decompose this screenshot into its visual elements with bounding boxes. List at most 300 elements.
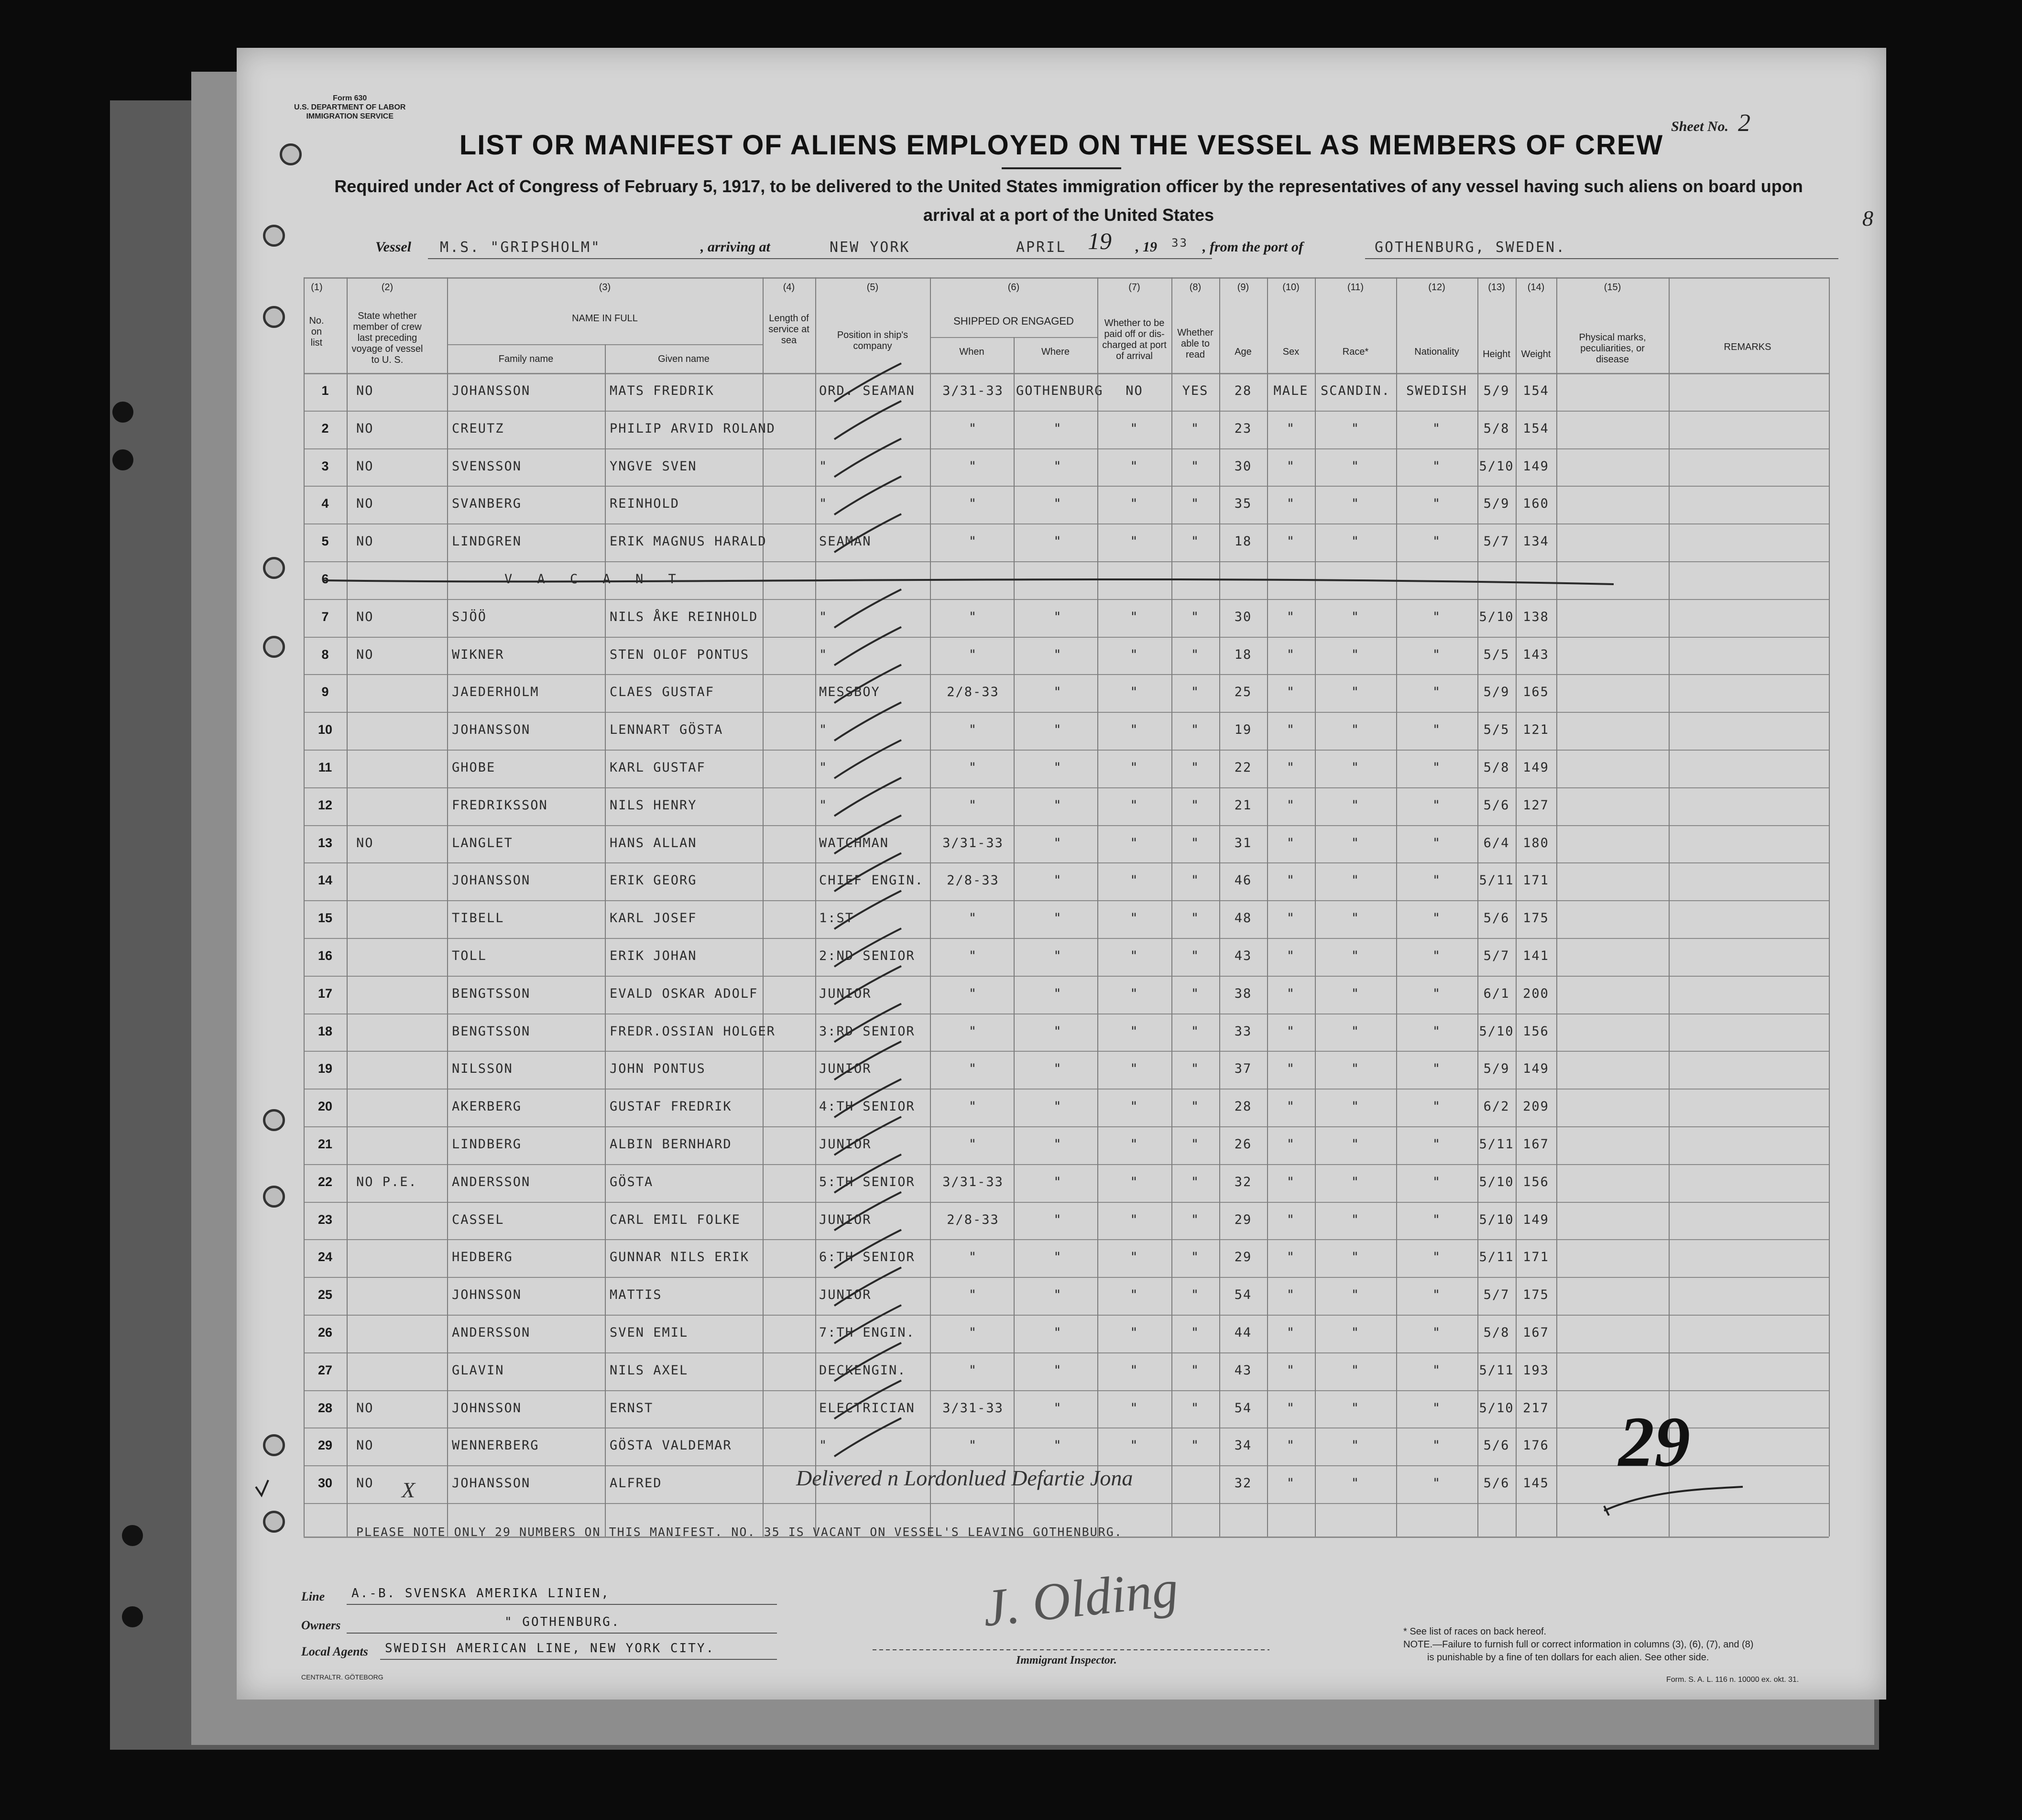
cell-where: "	[1053, 1137, 1062, 1152]
cell-height: 5/8	[1483, 1325, 1510, 1340]
form-number: Form 630	[333, 94, 367, 102]
cell-read: "	[1191, 1212, 1200, 1227]
cell-nationality: "	[1432, 1174, 1442, 1189]
cell-read: "	[1191, 948, 1200, 963]
check-stroke	[834, 1041, 901, 1079]
check-stroke	[834, 891, 901, 929]
cell-weight: 149	[1523, 1061, 1549, 1077]
cell-age: 31	[1234, 835, 1252, 850]
cell-nationality: "	[1432, 1362, 1442, 1378]
cell-age: 30	[1234, 458, 1252, 474]
cell-nationality: "	[1432, 873, 1442, 888]
cell-read: "	[1191, 1400, 1200, 1416]
cell-race: "	[1351, 873, 1360, 888]
cell-family: WIKNER	[452, 647, 504, 662]
cell-family: FREDRIKSSON	[452, 797, 548, 813]
cell-position: 1:ST	[819, 911, 854, 926]
cell-age: 54	[1234, 1400, 1252, 1416]
cell-read: "	[1191, 421, 1200, 436]
cell-where: "	[1053, 1438, 1062, 1453]
cell-where: "	[1053, 534, 1062, 549]
check-stroke	[834, 363, 901, 402]
typed-note: PLEASE NOTE ONLY 29 NUMBERS ON THIS MANIFEST. NO. 35 IS VACANT ON VESSEL'S LEAVING GOTHENBURG.	[356, 1525, 1123, 1539]
cell-nationality: "	[1432, 685, 1442, 700]
cell-height: 5/7	[1483, 1287, 1510, 1303]
check-stroke	[834, 740, 901, 778]
cell-race: "	[1351, 1174, 1360, 1189]
handwritten-total: 29	[1618, 1402, 1690, 1482]
cell-sex: "	[1286, 609, 1296, 624]
cell-position: 5:TH SENIOR	[819, 1174, 915, 1189]
cell-age: 22	[1234, 760, 1252, 775]
col5-number: (5)	[866, 282, 879, 293]
cell-paid: "	[1130, 1099, 1139, 1114]
cell-age: 18	[1234, 534, 1252, 549]
cell-height: 5/7	[1483, 948, 1510, 963]
cell-height: 5/10	[1479, 1174, 1514, 1189]
cell-height: 5/9	[1483, 1061, 1510, 1077]
cell-nationality: "	[1432, 1137, 1442, 1152]
col15-number: (15)	[1604, 282, 1621, 293]
cell-read: "	[1191, 911, 1200, 926]
cell-weight: 149	[1523, 1212, 1549, 1227]
col12-number: (12)	[1428, 282, 1445, 293]
total-underline-stroke	[1604, 1487, 1743, 1511]
cell-race: "	[1351, 1061, 1360, 1077]
cell-family: CASSEL	[452, 1212, 504, 1227]
cell-nationality: "	[1432, 1287, 1442, 1303]
cell-race: "	[1351, 1250, 1360, 1265]
col8-number: (8)	[1189, 282, 1202, 293]
cell-height: 5/9	[1483, 685, 1510, 700]
cell-weight: 143	[1523, 647, 1549, 662]
cell-read: "	[1191, 1174, 1200, 1189]
cell-age: 21	[1234, 797, 1252, 813]
cell-sex: "	[1286, 911, 1296, 926]
cell-when: "	[968, 911, 978, 926]
cell-age: 25	[1234, 685, 1252, 700]
cell-sex: "	[1286, 1061, 1296, 1077]
cell-no: 29	[317, 1438, 333, 1453]
cell-weight: 176	[1523, 1438, 1549, 1453]
cell-nationality: "	[1432, 1212, 1442, 1227]
check-stroke	[834, 1230, 901, 1268]
line-label: Line	[301, 1590, 325, 1603]
cell-when: 3/31-33	[942, 835, 1004, 850]
cell-where: "	[1053, 1024, 1062, 1039]
cell-voyage: NO	[356, 534, 374, 549]
cell-position: JUNIOR	[819, 1212, 872, 1227]
cell-family: NILSSON	[452, 1061, 513, 1077]
cell-position: 7:TH ENGIN.	[819, 1325, 915, 1340]
cell-family: TIBELL	[452, 911, 504, 926]
check-stroke	[834, 627, 901, 665]
owners-label: Owners	[301, 1618, 341, 1632]
cell-sex: "	[1286, 835, 1296, 850]
cell-nationality: "	[1432, 458, 1442, 474]
cell-where: "	[1053, 797, 1062, 813]
col6-number: (6)	[1007, 282, 1020, 293]
cell-family: LINDBERG	[452, 1137, 522, 1152]
cell-age: 34	[1234, 1438, 1252, 1453]
col5-header: Position in ship's company	[837, 330, 908, 351]
col16-header: REMARKS	[1724, 342, 1771, 352]
cell-family: BENGTSSON	[452, 1024, 531, 1039]
cell-given: ERIK MAGNUS HARALD	[610, 534, 767, 549]
arrival-port: NEW YORK	[830, 239, 910, 256]
arrival-year: 33	[1171, 236, 1188, 250]
cell-paid: "	[1130, 685, 1139, 700]
cell-when: "	[968, 1250, 978, 1265]
cell-paid: "	[1130, 760, 1139, 775]
cell-nationality: "	[1432, 797, 1442, 813]
cell-when: 2/8-33	[947, 685, 999, 700]
cell-nationality: "	[1432, 1325, 1442, 1340]
cell-when: "	[968, 760, 978, 775]
cell-where: "	[1053, 1362, 1062, 1378]
cell-read: "	[1191, 1024, 1200, 1039]
cell-weight: 171	[1523, 873, 1549, 888]
cell-family: JOHANSSON	[452, 1476, 531, 1491]
subtitle-line-1: Required under Act of Congress of February 5, 1917, to be delivered to the United States immigration officer by the representatives of any vessel having such aliens on board upon	[334, 176, 1803, 196]
owners-value: " GOTHENBURG.	[504, 1615, 621, 1629]
col6-header: SHIPPED OR ENGAGED	[953, 315, 1074, 327]
cell-position: "	[819, 760, 828, 775]
cell-paid: "	[1130, 458, 1139, 474]
cell-paid: "	[1130, 1287, 1139, 1303]
punch-hole	[112, 402, 133, 423]
check-stroke	[834, 778, 901, 816]
cell-position: JUNIOR	[819, 1287, 872, 1303]
cell-no: 16	[317, 948, 333, 963]
cell-weight: 209	[1523, 1099, 1549, 1114]
col10-header: Sex	[1282, 347, 1300, 357]
cell-where: "	[1053, 496, 1062, 512]
cell-paid: "	[1130, 496, 1139, 512]
cell-given: YNGVE SVEN	[610, 458, 697, 474]
cell-nationality: "	[1432, 986, 1442, 1001]
cell-when: 3/31-33	[942, 1174, 1004, 1189]
cell-when: "	[968, 647, 978, 662]
page-title: LIST OR MANIFEST OF ALIENS EMPLOYED ON THE VESSEL AS MEMBERS OF CREW	[459, 130, 1664, 161]
cell-given: MATTIS	[610, 1287, 662, 1303]
cell-where: "	[1053, 1325, 1062, 1340]
col2-header: State whether member of crew last preceding voyage of vessel to U. S.	[351, 311, 423, 365]
cell-nationality: "	[1432, 835, 1442, 850]
cell-family: WENNERBERG	[452, 1438, 539, 1453]
cell-no: 8	[321, 647, 329, 662]
cell-paid: "	[1130, 1250, 1139, 1265]
inspector-label: Immigrant Inspector.	[1016, 1654, 1117, 1667]
cell-given: GUSTAF FREDRIK	[610, 1099, 732, 1114]
cell-no: 19	[317, 1061, 333, 1076]
cell-height: 5/6	[1483, 911, 1510, 926]
cell-given: NILS ÅKE REINHOLD	[610, 609, 758, 624]
cell-no: 23	[317, 1212, 333, 1227]
check-stroke	[834, 665, 901, 703]
cell-nationality: "	[1432, 1400, 1442, 1416]
cell-given: GÖSTA	[610, 1174, 654, 1189]
cell-position: SEAMAN	[819, 534, 872, 549]
cell-age: 35	[1234, 496, 1252, 512]
cell-weight: 217	[1523, 1400, 1549, 1416]
cell-when: "	[968, 722, 978, 738]
cell-sex: "	[1286, 685, 1296, 700]
cell-read: "	[1191, 496, 1200, 512]
check-stroke	[834, 1343, 901, 1381]
cell-voyage: NO	[356, 609, 374, 624]
manifest-sheet	[237, 48, 1886, 1700]
cell-no: 17	[317, 986, 333, 1001]
cell-sex: "	[1286, 1362, 1296, 1378]
cell-given: PHILIP ARVID ROLAND	[610, 421, 776, 436]
cell-read: "	[1191, 835, 1200, 850]
cell-position: ORD. SEAMAN	[819, 383, 915, 398]
cell-paid: "	[1130, 1400, 1139, 1416]
cell-age: 32	[1234, 1174, 1252, 1189]
cell-where: "	[1053, 722, 1062, 738]
signature-line	[873, 1649, 1269, 1650]
cell-sex: "	[1286, 1476, 1296, 1491]
cell-race: "	[1351, 986, 1360, 1001]
handwritten-remark: Delivered n Lordonlued Defartie Jona	[796, 1466, 1133, 1490]
cell-paid: "	[1130, 1024, 1139, 1039]
cell-family: BENGTSSON	[452, 986, 531, 1001]
cell-given: ALBIN BERNHARD	[610, 1137, 732, 1152]
cell-position: JUNIOR	[819, 1137, 872, 1152]
col1-header: No. on list	[309, 316, 324, 348]
cell-age: 23	[1234, 421, 1252, 436]
cell-no: 7	[321, 609, 329, 624]
cell-when: "	[968, 986, 978, 1001]
cell-nationality: "	[1432, 609, 1442, 624]
cell-family: JOHANSSON	[452, 873, 531, 888]
cell-when: "	[968, 1325, 978, 1340]
cell-read: "	[1191, 1287, 1200, 1303]
cell-height: 5/10	[1479, 458, 1514, 474]
cell-given: EVALD OSKAR ADOLF	[610, 986, 758, 1001]
cell-no: 13	[317, 835, 333, 850]
cell-where: "	[1053, 835, 1062, 850]
cell-race: "	[1351, 1400, 1360, 1416]
check-stroke	[834, 702, 901, 741]
cell-no: 20	[317, 1099, 333, 1114]
sheet-number-value: 2	[1738, 109, 1750, 137]
cell-read: "	[1191, 685, 1200, 700]
cell-given: REINHOLD	[610, 496, 680, 512]
cell-race: "	[1351, 1362, 1360, 1378]
cell-read: "	[1191, 986, 1200, 1001]
owners-underline	[347, 1633, 777, 1634]
cell-when: "	[968, 948, 978, 963]
cell-position: 2:ND SENIOR	[819, 948, 915, 963]
from-port-label: , from the port of	[1202, 239, 1303, 255]
col6-when-header: When	[959, 347, 984, 357]
cell-sex: "	[1286, 948, 1296, 963]
check-stroke	[834, 1004, 901, 1042]
cell-paid: "	[1130, 797, 1139, 813]
cell-age: 29	[1234, 1212, 1252, 1227]
cell-paid: "	[1130, 1362, 1139, 1378]
cell-voyage: NO	[356, 421, 374, 436]
cell-family: LINDGREN	[452, 534, 522, 549]
cell-race: "	[1351, 797, 1360, 813]
cell-no: 1	[321, 383, 329, 398]
check-stroke	[834, 439, 901, 477]
col3-header: NAME IN FULL	[572, 313, 638, 324]
inspector-signature: J. Olding	[980, 1558, 1181, 1638]
cell-family: LANGLET	[452, 835, 513, 850]
cell-given: CLAES GUSTAF	[610, 685, 715, 700]
cell-age: 18	[1234, 647, 1252, 662]
cell-family: JOHANSSON	[452, 722, 531, 738]
cell-height: 5/5	[1483, 647, 1510, 662]
cell-weight: 154	[1523, 383, 1549, 398]
cell-read: "	[1191, 1137, 1200, 1152]
cell-position: "	[819, 496, 828, 512]
check-stroke	[834, 514, 901, 552]
col12-header: Nationality	[1414, 347, 1459, 357]
cell-weight: 167	[1523, 1137, 1549, 1152]
cell-sex: "	[1286, 873, 1296, 888]
cell-weight: 134	[1523, 534, 1549, 549]
cell-position: WATCHMAN	[819, 835, 889, 850]
cell-position: JUNIOR	[819, 1061, 872, 1077]
cell-family: JOHNSSON	[452, 1287, 522, 1303]
check-stroke	[834, 1155, 901, 1193]
cell-weight: 121	[1523, 722, 1549, 738]
cell-given: HANS ALLAN	[610, 835, 697, 850]
cell-where: "	[1053, 685, 1062, 700]
col6-where-header: Where	[1041, 347, 1070, 357]
cell-no: 27	[317, 1362, 333, 1377]
cell-position: DECKENGIN.	[819, 1362, 907, 1378]
cell-given: ERIK GEORG	[610, 873, 697, 888]
cell-paid: "	[1130, 835, 1139, 850]
cell-paid: "	[1130, 873, 1139, 888]
cell-race: "	[1351, 496, 1360, 512]
cell-read: "	[1191, 1061, 1200, 1077]
cell-no: 9	[321, 685, 329, 699]
cell-sex: "	[1286, 421, 1296, 436]
cell-where: "	[1053, 873, 1062, 888]
cell-family: SVENSSON	[452, 458, 522, 474]
cell-weight: 127	[1523, 797, 1549, 813]
arrival-month: APRIL	[1016, 239, 1067, 256]
cell-height: 5/9	[1483, 383, 1510, 398]
cell-when: "	[968, 1061, 978, 1077]
cell-age: 28	[1234, 1099, 1252, 1114]
cell-paid: NO	[1126, 383, 1143, 398]
cell-sex: "	[1286, 1250, 1296, 1265]
cell-position: CHIEF ENGIN.	[819, 873, 924, 888]
cell-position: 4:TH SENIOR	[819, 1099, 915, 1114]
cell-paid: "	[1130, 948, 1139, 963]
cell-race: "	[1351, 911, 1360, 926]
cell-no: 6	[321, 572, 329, 586]
col1-number: (1)	[311, 282, 323, 293]
cell-race: "	[1351, 760, 1360, 775]
cell-position: 6:TH SENIOR	[819, 1250, 915, 1265]
cell-family: TOLL	[452, 948, 487, 963]
cell-sex: "	[1286, 1099, 1296, 1114]
cell-age: 33	[1234, 1024, 1252, 1039]
check-stroke	[834, 928, 901, 967]
cell-race: "	[1351, 1212, 1360, 1227]
col11-header: Race*	[1342, 347, 1369, 357]
col9-header: Age	[1235, 347, 1252, 357]
cell-where: "	[1053, 760, 1062, 775]
cell-sex: "	[1286, 722, 1296, 738]
cell-position: JUNIOR	[819, 986, 872, 1001]
cell-where: "	[1053, 421, 1062, 436]
cell-given: ERNST	[610, 1400, 654, 1416]
cell-weight: 156	[1523, 1024, 1549, 1039]
cell-sex: "	[1286, 986, 1296, 1001]
cell-nationality: "	[1432, 1061, 1442, 1077]
cell-given: FREDR.OSSIAN HOLGER	[610, 1024, 776, 1039]
cell-paid: "	[1130, 1212, 1139, 1227]
cell-no: 25	[317, 1287, 333, 1302]
cell-given: ERIK JOHAN	[610, 948, 697, 963]
cell-given: ALFRED	[610, 1476, 662, 1491]
cell-no: 15	[317, 911, 333, 926]
cell-read: "	[1191, 873, 1200, 888]
cell-sex: "	[1286, 1438, 1296, 1453]
cell-sex: "	[1286, 1287, 1296, 1303]
cell-given: LENNART GÖSTA	[610, 722, 723, 738]
cell-height: 5/10	[1479, 1400, 1514, 1416]
punch-hole	[112, 449, 133, 470]
cell-race: "	[1351, 647, 1360, 662]
cell-height: 5/11	[1479, 1250, 1514, 1265]
cell-no: 12	[317, 797, 333, 812]
cell-family: SVANBERG	[452, 496, 522, 512]
cell-no: 11	[318, 760, 332, 774]
cell-read: "	[1191, 797, 1200, 813]
cell-family: CREUTZ	[452, 421, 504, 436]
cell-when: "	[968, 458, 978, 474]
cell-weight: 154	[1523, 421, 1549, 436]
cell-sex: "	[1286, 1212, 1296, 1227]
cell-nationality: "	[1432, 496, 1442, 512]
cell-position: "	[819, 722, 828, 738]
cell-paid: "	[1130, 1174, 1139, 1189]
cell-family: JAEDERHOLM	[452, 685, 539, 700]
cell-read: "	[1191, 1362, 1200, 1378]
cell-family: GLAVIN	[452, 1362, 504, 1378]
cell-where: "	[1053, 1250, 1062, 1265]
cell-no: 30	[317, 1476, 333, 1491]
footnote-races: * See list of races on back hereof.	[1403, 1626, 1547, 1637]
cell-height: 5/6	[1483, 1476, 1510, 1491]
check-stroke	[834, 476, 901, 514]
cell-no: 3	[321, 458, 329, 473]
cell-no: 5	[321, 534, 329, 549]
cell-nationality: "	[1432, 421, 1442, 436]
cell-race: "	[1351, 1137, 1360, 1152]
cell-sex: "	[1286, 458, 1296, 474]
cell-position: "	[819, 609, 828, 624]
cell-age: 44	[1234, 1325, 1252, 1340]
cell-when: 3/31-33	[942, 1400, 1004, 1416]
col13-header: Height	[1483, 349, 1510, 360]
cell-read: "	[1191, 1325, 1200, 1340]
cell-age: 43	[1234, 948, 1252, 963]
cell-no: 21	[317, 1137, 333, 1151]
cell-age: 19	[1234, 722, 1252, 738]
margin-check-mark	[256, 1480, 268, 1495]
